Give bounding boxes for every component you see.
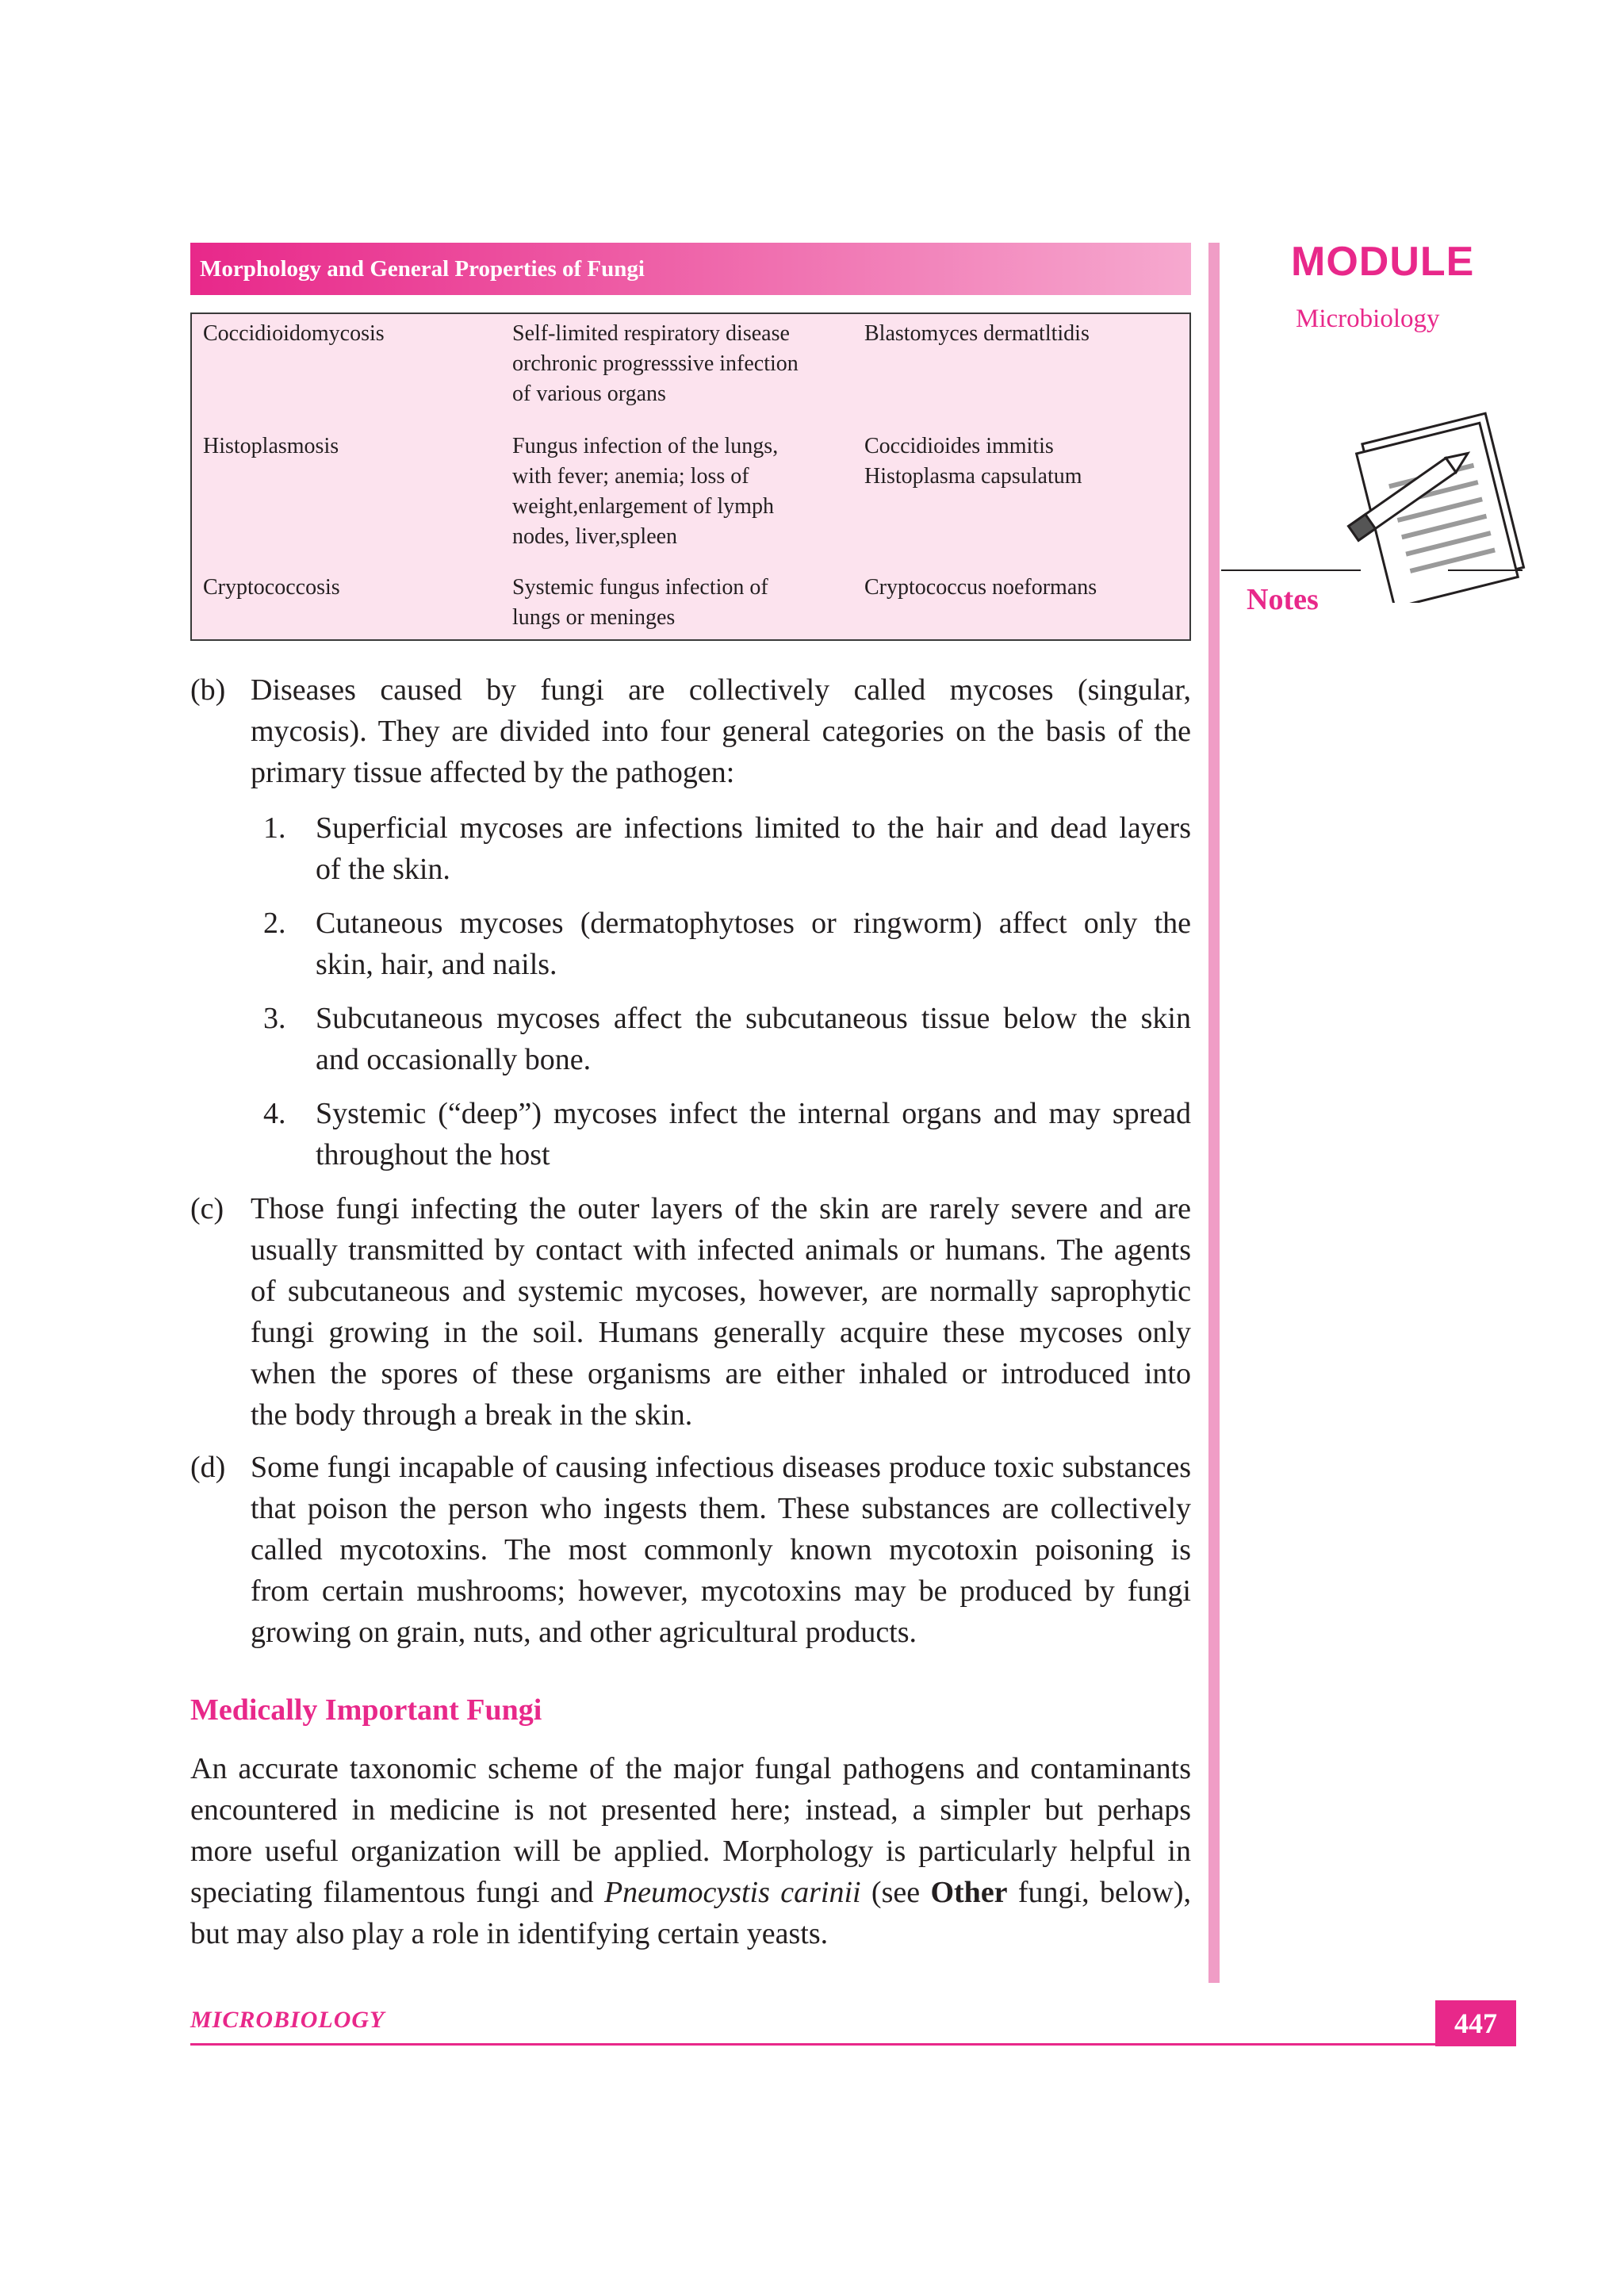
section-header-bar	[190, 243, 1191, 295]
list-num-3: 3.	[263, 1002, 286, 1035]
table-cell-description: Fungus infection of the lungs, with fever; anemia; loss of weight,enlargement of lymph nodes, liver,spleen	[512, 434, 779, 549]
module-title: MODULE	[1291, 239, 1475, 285]
table-cell-description: Self-limited respiratory disease orchronic progresssive infection of various organs	[512, 321, 799, 406]
species-name: Pneumocystis carinii	[603, 1876, 861, 1909]
list-item: Cutaneous mycoses (dermatophytoses or ringworm) affect only the skin, hair, and nails.	[316, 907, 1191, 981]
list-item: Superficial mycoses are infections limited to the hair and dead layers of the skin.	[316, 811, 1191, 886]
para-b: Diseases caused by fungi are collectively called mycoses (singular, mycosis). They are divided into four general categories on the basis of the primary tissue affected by the pathogen:	[251, 673, 1191, 789]
table-cell-disease: Coccidioidomycosis	[203, 321, 385, 346]
section-heading: Medically Important Fungi	[190, 1693, 542, 1727]
para-d-label: (d)	[190, 1451, 226, 1484]
notes-rule-left	[1221, 569, 1361, 571]
list-num-1: 1.	[263, 811, 286, 845]
para-b-label: (b)	[190, 673, 226, 707]
list-item: Systemic (“deep”) mycoses infect the internal organs and may spread throughout the host	[316, 1097, 1191, 1171]
table-cell-description: Systemic fungus infection of lungs or meninges	[512, 575, 768, 630]
footer-subject: MICROBIOLOGY	[190, 2007, 385, 2033]
table-cell-organism: Coccidioides immitis Histoplasma capsulatum	[864, 434, 1082, 489]
list-num-2: 2.	[263, 907, 286, 940]
disease-table	[190, 313, 1191, 641]
para-c: Those fungi infecting the outer layers of the skin are rarely severe and are usually transmitted by contact with infected animals or humans. The agents of subcutaneous and systemic mycoses, however, are normally saprophytic fungi growing in the soil. Humans generally acquire these mycoses only when the spores of these organisms are either inhaled or introduced into the body through a break in the skin.	[251, 1192, 1191, 1432]
module-subject: Microbiology	[1296, 305, 1440, 333]
footer-rule	[190, 2043, 1435, 2046]
margin-vertical-bar	[1208, 243, 1220, 1983]
page-number: 447	[1435, 2000, 1516, 2046]
section-header-title: Morphology and General Properties of Fungi	[200, 255, 645, 282]
notes-label: Notes	[1247, 583, 1319, 616]
table-cell-disease: Histoplasmosis	[203, 434, 339, 458]
para-c-label: (c)	[190, 1192, 224, 1225]
list-item: Subcutaneous mycoses affect the subcutaneous tissue below the skin and occasionally bone.	[316, 1002, 1191, 1076]
notes-rule-right	[1448, 569, 1522, 571]
section-paragraph: An accurate taxonomic scheme of the major fungal pathogens and contaminants encountered in medicine is not presented here; instead, a simpler but perhaps more useful organization will be applied. Morphology is particularly helpful in speciating filamentous fungi and Pneumocystis carinii (see Other fungi, below), but may also play a role in identifying certain yeasts.	[190, 1752, 1191, 1950]
table-cell-organism: Blastomyces dermatltidis	[864, 321, 1090, 346]
para-d: Some fungi incapable of causing infectious diseases produce toxic substances that poison the person who ingests them. These substances are collectively called mycotoxins. The most commonly known mycotoxin poisoning is from certain mushrooms; however, mycotoxins may be produced by fungi growing on grain, nuts, and other agricultural products.	[251, 1451, 1191, 1649]
list-num-4: 4.	[263, 1097, 286, 1130]
table-cell-organism: Cryptococcus noeformans	[864, 575, 1097, 600]
notes-pencil-icon	[1324, 405, 1530, 603]
table-cell-disease: Cryptococcosis	[203, 575, 340, 600]
